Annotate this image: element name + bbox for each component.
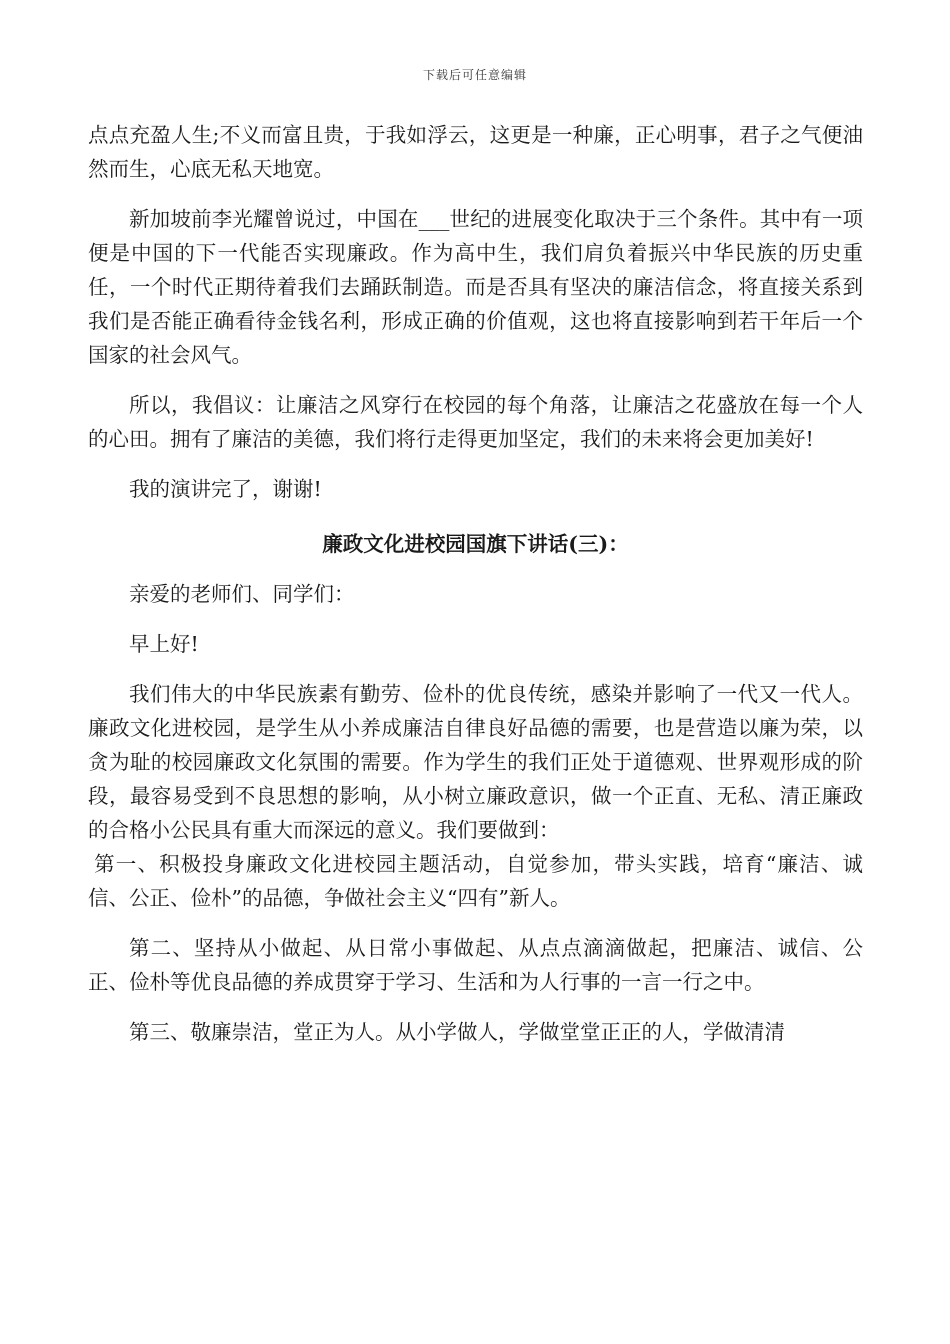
page-header-note: 下载后可任意编辑 bbox=[422, 68, 527, 82]
speech-point-two: 第二、坚持从小做起、从日常小事做起、从点点滴滴做起，把廉洁、诚信、公正、俭朴等优良品德的养成贯穿于学习、生活和为人行事的一言一行之中。 bbox=[88, 936, 863, 994]
document-body bbox=[88, 118, 863, 1049]
speech-morning: 早上好! bbox=[129, 632, 199, 656]
speech-greeting: 亲爱的老师们、同学们： bbox=[129, 582, 355, 606]
section-title: 廉政文化进校园国旗下讲话(三)： bbox=[322, 532, 629, 556]
speech-body: 我们伟大的中华民族素有勤劳、俭朴的优良传统，感染并影响了一代又一代人。廉政文化进校园，是学生从小养成廉洁自律良好品德的需要，也是营造以廉为荣，以贪为耻的校园廉政文化氛围的需要。作为学生的我们正处于道德观、世界观形成的阶段，最容易受到不良思想的影响，从小树立廉政意识，做一个正直、无私、清正廉政的合格小公民具有重大而深远的意义。我们要做到： bbox=[88, 682, 863, 842]
paragraph-closing: 我的演讲完了，谢谢! bbox=[129, 477, 322, 501]
speech-point-one: 第一、积极投身廉政文化进校园主题活动，自觉参加，带头实践，培育“廉洁、诚信、公正、俭朴”的品德，争做社会主义“四有”新人。 bbox=[88, 852, 863, 910]
paragraph-lee-kuan-yew: 新加坡前李光耀曾说过，中国在___世纪的进展变化取决于三个条件。其中有一项便是中国的下一代能否实现廉政。作为高中生，我们肩负着振兴中华民族的历史重任，一个时代正期待着我们去踊跃制造。而是否具有坚决的廉洁信念，将直接关系到我们是否能正确看待金钱名利，形成正确的价值观，这也将直接影响到若干年后一个国家的社会风气。 bbox=[88, 207, 863, 367]
paragraph-proposal: 所以，我倡议：让廉洁之风穿行在校园的每个角落，让廉洁之花盛放在每一个人的心田。拥有了廉洁的美德，我们将行走得更加坚定，我们的未来将会更加美好! bbox=[88, 393, 863, 451]
speech-point-three: 第三、敬廉崇洁，堂正为人。从小学做人，学做堂堂正正的人，学做清清 bbox=[129, 1020, 785, 1044]
paragraph-continuation: 点点充盈人生;不义而富且贵，于我如浮云，这更是一种廉，正心明事，君子之气便油然而生，心底无私天地宽。 bbox=[88, 123, 863, 181]
